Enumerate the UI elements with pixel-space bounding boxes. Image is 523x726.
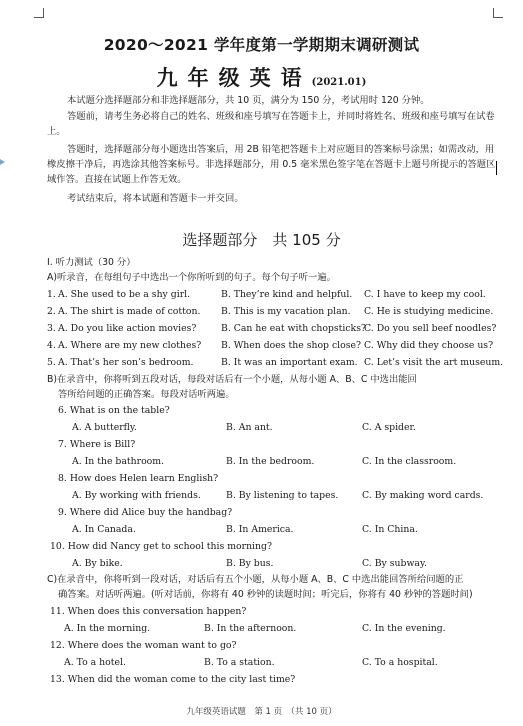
option-c: C. A spider. (362, 422, 416, 433)
option-a: A. In the morning. (64, 623, 151, 634)
subject-name: 九年级英语 (156, 66, 312, 90)
option-c: C. Let’s visit the art museum. (364, 357, 504, 368)
option-c: C. He is studying medicine. (364, 306, 494, 317)
question-text: 12. Where does the woman want to go? (50, 640, 237, 651)
exam-title: 2020～2021 学年度第一学期期末调研测试 (103, 36, 420, 54)
option-c: C. I have to keep my cool. (364, 289, 486, 300)
instruction-2: 答题前，请考生务必将自己的姓名、班级和座号填写在答题卡上，并同时将姓名、班级和座号填写在试卷上。 (47, 111, 495, 137)
part-heading: I. 听力测试（30 分） (47, 257, 136, 268)
option-a: A. To a hotel. (64, 657, 126, 668)
instruction-1: 本试题分选择题部分和非选择题部分，共 10 页，满分为 150 分，考试用时 120 分钟。 (67, 95, 430, 106)
option-a: A. By bike. (72, 558, 123, 569)
margin-marker-icon[interactable] (0, 157, 6, 167)
question-text: 11. When does this conversation happen? (50, 606, 247, 617)
option-b: B. This is my vacation plan. (221, 306, 351, 317)
option-a: A. That’s her son’s bedroom. (58, 357, 194, 368)
option-b: B. They’re kind and helpful. (221, 289, 353, 300)
option-b: B. In the bedroom. (226, 456, 315, 467)
exam-subtitle (0, 62, 523, 92)
page-footer: 九年级英语试题 第 1 页 （共 10 页） (186, 707, 337, 717)
option-a: A. In the bathroom. (72, 456, 165, 467)
option-c: C. Do you sell beef noodles? (364, 323, 497, 334)
option-a: A. By working with friends. (72, 490, 201, 501)
part-c-intro-line-1: C)在录音中，你将听到一段对话，对话后有五个小题，从每小题 A、B、C 中选出能回答所给问题的正 (47, 574, 464, 585)
option-c: C. In the evening. (362, 623, 446, 634)
option-b: B. It was an important exam. (221, 357, 358, 368)
question-text: 10. How did Nancy get to school this morning? (50, 541, 272, 552)
option-b: B. By listening to tapes. (226, 490, 339, 501)
option-c: C. In the classroom. (362, 456, 457, 467)
option-b: B. When does the shop close? (221, 340, 361, 351)
option-c: C. Why did they choose us? (364, 340, 494, 351)
question-text: 9. Where did Alice buy the handbag? (58, 507, 233, 518)
part-a-intro: A)听录音，在每组句子中选出一个你所听到的句子。每个句子听一遍。 (47, 272, 336, 283)
option-a: A. A butterfly. (72, 422, 137, 433)
question-number: 5. (47, 357, 56, 368)
option-b: B. An ant. (226, 422, 273, 433)
option-c: C. To a hospital. (362, 657, 438, 668)
question-number: 1. (47, 289, 56, 300)
option-b: B. By bus. (226, 558, 274, 569)
instruction-4: 考试结束后，将本试题和答题卡一并交回。 (67, 193, 244, 204)
option-a: A. In Canada. (72, 524, 136, 535)
option-a: A. Do you like action movies? (58, 323, 197, 334)
part-b-intro-line-1: B)在录音中，你将听到五段对话，每段对话后有一个小题，从每小题 A、B、C 中选出能回 (47, 374, 417, 385)
part-b-intro-line-2: 答所给问题的正确答案。每段对话听两遍。 (58, 389, 235, 400)
option-b: B. In America. (226, 524, 294, 535)
section-heading: 选择题部分 共 105 分 (182, 231, 341, 249)
option-b: B. To a station. (204, 657, 275, 668)
question-text: 6. What is on the table? (58, 405, 170, 416)
question-number: 2. (47, 306, 56, 317)
crop-mark-top-right (493, 8, 503, 18)
question-text: 7. Where is Bill? (58, 439, 136, 450)
instruction-3: 答题时，选择题部分每小题选出答案后，用 2B 铅笔把答题卡上对应题目的答案标号涂黑；如需改动，用橡皮擦干净后，再选涂其他答案标号。非选择题部分，用 0.5 毫米黑色签字笔在答题卡上题号所提示的答题区域作答。直接在试题上作答无效。 (47, 144, 496, 185)
option-c: C. By making word cards. (362, 490, 484, 501)
option-a: A. The shirt is made of cotton. (58, 306, 201, 317)
option-b: B. Can he eat with chopsticks? (221, 323, 366, 334)
option-a: A. She used to be a shy girl. (58, 289, 191, 300)
option-c: C. In China. (362, 524, 418, 535)
part-c-intro-line-2: 确答案。对话听两遍。(听对话前，你将有 40 秒钟的读题时间；听完后，你将有 40 秒钟的答题时间) (58, 589, 473, 600)
question-text: 8. How does Helen learn English? (58, 473, 219, 484)
crop-mark-top-left (34, 8, 44, 18)
question-number: 3. (47, 323, 56, 334)
question-text: 13. When did the woman come to the city last time? (50, 674, 296, 685)
exam-date: (2021.01) (311, 77, 367, 88)
option-b: B. In the afternoon. (204, 623, 297, 634)
option-c: C. By subway. (362, 558, 427, 569)
question-number: 4. (47, 340, 56, 351)
option-a: A. Where are my new clothes? (58, 340, 202, 351)
